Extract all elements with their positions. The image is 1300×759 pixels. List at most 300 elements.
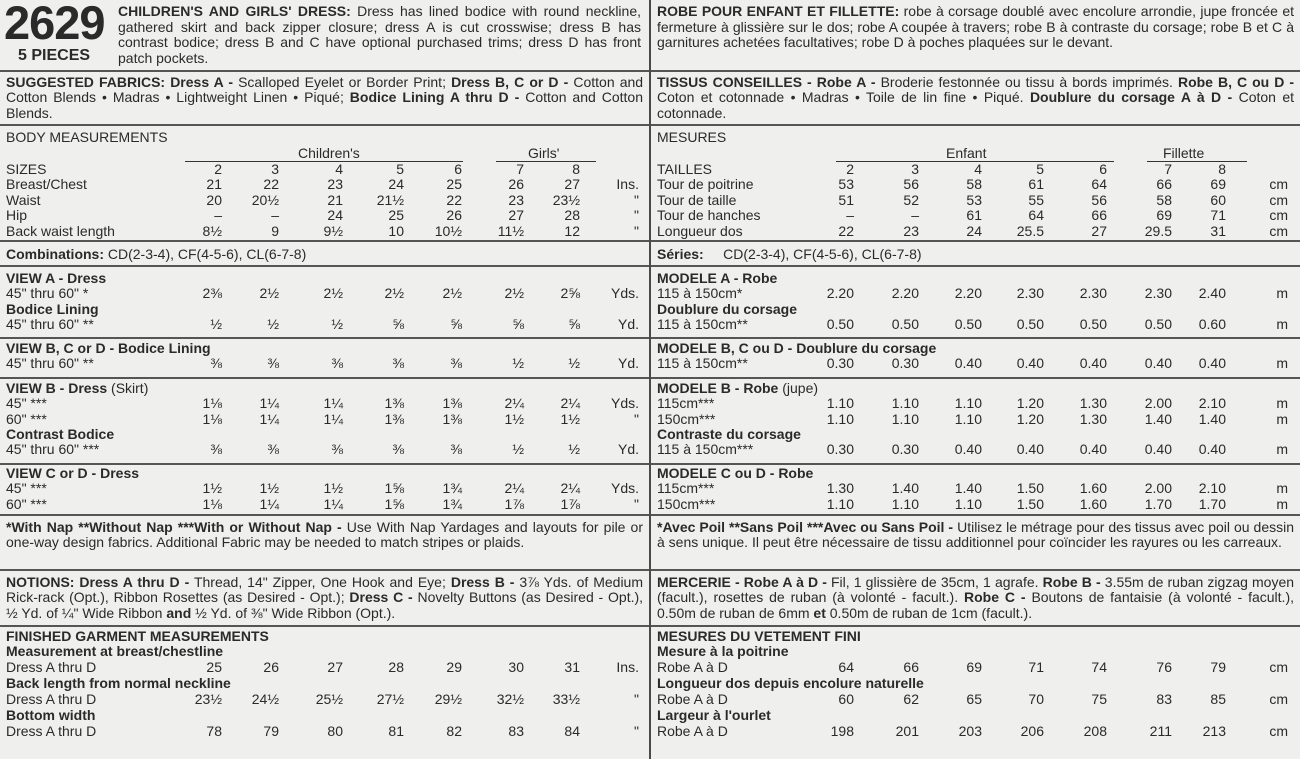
- measurement-unit: cm: [1269, 207, 1288, 223]
- yardage-value: ½: [512, 441, 524, 457]
- yardage-value: 1⅞: [560, 495, 580, 512]
- girls-group-label: Girls': [528, 145, 560, 161]
- yardage-unit: m: [1276, 395, 1288, 411]
- notions-text-fr: [657, 575, 1294, 621]
- measurement-value: 52: [903, 191, 919, 208]
- fabrics-label-fr: TISSUS CONSEILLES -: [657, 74, 812, 90]
- measurement-value: 25.5: [1016, 222, 1044, 239]
- finished-value: 82: [446, 722, 462, 739]
- size-value: 8: [572, 161, 580, 177]
- yardage-value: 2.20: [954, 285, 982, 301]
- yardage-label: 115cm***: [657, 395, 715, 411]
- yardage-label: 45" thru 60" **: [6, 316, 94, 332]
- yardage-value: 2½: [504, 285, 524, 301]
- yardage-value: ⅜: [450, 441, 462, 457]
- yardage-value: 1.10: [954, 495, 982, 512]
- size-value: 4: [335, 161, 343, 177]
- nap-section-fr: [651, 516, 1300, 571]
- notions-b-text-fr: 3.55m de ruban zigzag moyen (facult.), rosettes de ruban (à volonté - facult.).: [657, 574, 1295, 606]
- yardage-value: 0.40: [1198, 441, 1226, 457]
- yardage-value: 1.70: [1144, 495, 1172, 512]
- children-group-label: Children's: [298, 145, 360, 161]
- nap-description: Use With Nap Yardages and layouts for pile or one-way design fabrics. Additional Fabric may be needed to match stripes or plaids.: [6, 519, 644, 551]
- yardage-value: 2½: [323, 285, 343, 301]
- yardage-label: 60" ***: [6, 410, 47, 427]
- yardage-label: 150cm***: [657, 410, 716, 427]
- yardage-value: 2.20: [826, 285, 854, 301]
- notions-label: NOTIONS:: [6, 574, 75, 590]
- yardage-value: 1½: [323, 480, 343, 496]
- size-value: 5: [396, 161, 404, 177]
- combinations-text: [6, 247, 306, 262]
- sizes-label: SIZES: [6, 161, 47, 177]
- finished-label: Robe A à D: [657, 658, 728, 675]
- yardage-value: 1⅝: [384, 480, 404, 496]
- view-b-title: VIEW B - Dress: [6, 380, 108, 396]
- fabrics-label: SUGGESTED FABRICS:: [6, 74, 166, 90]
- measurement-label: Longueur dos: [657, 222, 743, 239]
- measurement-value: 31: [1210, 222, 1226, 239]
- measurement-value: 64: [1028, 207, 1044, 223]
- yardage-value: 2½: [259, 285, 279, 301]
- fabrics-a-text: Scalloped Eyelet or Border Print;: [238, 74, 446, 90]
- finished-value: 28: [388, 658, 404, 675]
- measurement-label: Hip: [6, 207, 28, 223]
- combinations-section: [0, 242, 649, 267]
- yardage-value: 1½: [202, 480, 222, 496]
- measurement-value: 9½: [323, 222, 343, 239]
- notions-c-text: Novelty Buttons (as Desired - Opt.), ½ Yd. of ¼" Wide Ribbon: [6, 589, 644, 621]
- yardage-value: ⅜: [267, 355, 279, 371]
- finished-value: 29: [446, 658, 462, 675]
- yardage-value: ⅝: [450, 316, 462, 332]
- measurement-value: 66: [1091, 207, 1107, 223]
- finished-heading: FINISHED GARMENT MEASUREMENTS: [6, 628, 269, 644]
- yardage-value: 1.50: [1016, 480, 1044, 496]
- finished-label: Robe A à D: [657, 722, 728, 739]
- measurement-value: 66: [1156, 176, 1172, 192]
- finished-label: Robe A à D: [657, 690, 728, 707]
- finished-value: 25½: [315, 690, 343, 707]
- yardage-value: 1¼: [323, 395, 343, 411]
- fabrics-lining-text: Cotton and Cotton Blends.: [6, 89, 643, 121]
- finished-heading-fr: MESURES DU VETEMENT FINI: [657, 628, 861, 644]
- yardage-value: 1.10: [826, 410, 854, 427]
- measurement-value: 24: [388, 176, 404, 192]
- yardage-value: 1.60: [1079, 495, 1107, 512]
- finished-value: 25: [206, 658, 222, 675]
- finished-value: 71: [1028, 658, 1044, 675]
- yardage-value: 2⅜: [202, 285, 222, 301]
- view-b-section-fr: [651, 379, 1300, 465]
- yardage-value: 0.40: [1016, 355, 1044, 371]
- measurement-unit: cm: [1269, 176, 1288, 192]
- nap-description-fr: Utilisez le métrage pour des tissus avec poil ou dessin à sens unique. Il peut être nécessaire de tissu additionnel pour coïncider les rayures ou les carreaux.: [657, 519, 1295, 551]
- measurement-value: 23: [508, 191, 524, 208]
- yardage-value: 1⅜: [384, 410, 404, 427]
- finished-value: 69: [966, 658, 982, 675]
- combinations-value: CD(2-3-4), CF(4-5-6), CL(6-7-8): [107, 246, 307, 262]
- finished-value: 213: [1202, 722, 1226, 739]
- finished-value: 64: [838, 658, 854, 675]
- yardage-value: 0.50: [1144, 316, 1172, 332]
- body-measurements-heading: BODY MEASUREMENTS: [6, 129, 168, 145]
- pattern-number: 2629: [4, 0, 105, 49]
- nap-text: [6, 520, 643, 551]
- yardage-value: ½: [568, 441, 580, 457]
- view-a-title: VIEW A - Dress: [6, 270, 107, 286]
- view-a-subtitle-fr: Doublure du corsage: [657, 301, 798, 317]
- fabrics-lining-label: Bodice Lining A thru D -: [349, 89, 520, 106]
- yardage-value: 2.30: [1016, 285, 1044, 301]
- yardage-value: 0.30: [891, 441, 919, 457]
- fabrics-bcd-text: Cotton and Cotton Blends • Madras • Lightweight Linen • Piqué;: [6, 74, 644, 106]
- children-group-label-fr: Enfant: [946, 145, 987, 161]
- yardage-value: 2.30: [1079, 285, 1107, 301]
- size-value: 5: [1036, 161, 1044, 177]
- notions-and-fr: et: [813, 604, 826, 621]
- yardage-value: 1⅜: [384, 395, 404, 411]
- measurement-value: 12: [564, 222, 580, 239]
- yardage-value: 0.40: [954, 355, 982, 371]
- yardage-value: ½: [210, 316, 222, 332]
- yardage-value: 1.10: [891, 495, 919, 512]
- finished-value: 206: [1020, 722, 1044, 739]
- yardage-value: 2.10: [1198, 480, 1226, 496]
- measurement-value: 21: [206, 176, 222, 192]
- finished-value: 26: [263, 658, 279, 675]
- title-block: [118, 4, 641, 66]
- finished-value: 201: [895, 722, 919, 739]
- notions-and: and: [166, 604, 192, 621]
- measurement-value: –: [271, 207, 279, 223]
- measurement-unit: ": [634, 222, 639, 239]
- size-value: 2: [214, 161, 222, 177]
- title-block-fr: [657, 4, 1294, 51]
- measurement-value: 58: [1156, 191, 1172, 208]
- yardage-value: 1.10: [891, 410, 919, 427]
- measurement-label: Tour de poitrine: [657, 176, 754, 192]
- measurement-value: 10½: [434, 222, 462, 239]
- yardage-value: 2¼: [504, 480, 524, 496]
- yardage-value: 1.60: [1079, 480, 1107, 496]
- yardage-value: ½: [331, 316, 343, 332]
- size-value: 3: [911, 161, 919, 177]
- nap-text-fr: [657, 520, 1294, 551]
- size-value: 2: [846, 161, 854, 177]
- yardage-label: 45" thru 60" *: [6, 285, 89, 301]
- measurement-value: 10: [388, 222, 404, 239]
- finished-value: 208: [1083, 722, 1107, 739]
- finished-value: 83: [1156, 690, 1172, 707]
- finished-value: 27½: [376, 690, 404, 707]
- notions-c-text2-fr: 0.50m de ruban de 1cm (facult.).: [829, 604, 1033, 621]
- notions-a-text-fr: Fil, 1 glissière de 35cm, 1 agrafe.: [831, 574, 1039, 590]
- yardage-label: 150cm***: [657, 495, 716, 512]
- yardage-label: 45" ***: [6, 480, 47, 496]
- measurement-value: 58: [966, 176, 982, 192]
- yardage-label: 45" ***: [6, 395, 47, 411]
- finished-label: Dress A thru D: [6, 722, 97, 739]
- view-a-section-fr: [651, 267, 1300, 339]
- yardage-unit: Yd.: [617, 441, 639, 457]
- view-b-section: [0, 379, 649, 465]
- notions-section: [0, 571, 649, 627]
- view-cd-title: VIEW C or D - Dress: [6, 465, 140, 481]
- finished-group-title: Longueur dos depuis encolure naturelle: [657, 675, 924, 691]
- yardage-unit: Yds.: [610, 480, 639, 496]
- measurement-value: –: [846, 207, 854, 223]
- yardage-label: 115 à 150cm***: [657, 441, 754, 457]
- yardage-value: 0.40: [1198, 355, 1226, 371]
- size-value: 6: [1099, 161, 1107, 177]
- fabrics-a-text-fr: Broderie festonnée ou tissu à bords imprimés.: [880, 74, 1173, 90]
- yardage-value: 1¼: [323, 410, 343, 427]
- french-column: [651, 0, 1300, 759]
- measurement-value: 56: [903, 176, 919, 192]
- yardage-unit: Yd.: [617, 355, 639, 371]
- finished-unit: cm: [1269, 722, 1288, 739]
- view-a-section: [0, 267, 649, 339]
- finished-group-title: Measurement at breast/chestline: [6, 643, 224, 659]
- measurement-unit: ": [634, 207, 639, 223]
- finished-value: 76: [1156, 658, 1172, 675]
- measurement-value: 21½: [376, 191, 404, 208]
- yardage-value: 2.10: [1198, 395, 1226, 411]
- finished-value: 80: [327, 722, 343, 739]
- yardage-value: 1¼: [259, 495, 279, 512]
- yardage-value: 0.30: [891, 355, 919, 371]
- measurement-value: 20: [206, 191, 222, 208]
- view-b-subtitle: Contrast Bodice: [6, 426, 115, 442]
- finished-label: Dress A thru D: [6, 658, 97, 675]
- yardage-unit: m: [1276, 316, 1288, 332]
- dress-description: Dress has lined bodice with round neckline, gathered skirt and back zipper closure; dress A is cut crosswise; dress B has contrast bodice; dress B and C have optional purchased trims; dress D has front patch pockets.: [118, 3, 642, 66]
- yardage-value: 1.20: [1016, 410, 1044, 427]
- yardage-value: 2.00: [1144, 480, 1172, 496]
- body-measurements-section-fr: [651, 126, 1300, 242]
- yardage-value: ⅜: [392, 441, 404, 457]
- measurement-label: Back waist length: [6, 222, 115, 239]
- yardage-value: 1.40: [891, 480, 919, 496]
- yardage-value: ⅜: [450, 355, 462, 371]
- nap-section: [0, 516, 649, 571]
- body-measurements-section: [0, 126, 649, 242]
- yardage-value: 1⅜: [442, 395, 462, 411]
- finished-value: 211: [1149, 722, 1172, 739]
- yardage-label: 45" thru 60" **: [6, 355, 94, 371]
- view-bcd-section: [0, 339, 649, 379]
- finished-value: 81: [388, 722, 404, 739]
- yardage-value: 0.40: [1079, 441, 1107, 457]
- dress-title-fr: ROBE POUR ENFANT ET FILLETTE:: [657, 3, 900, 19]
- header-section: [0, 0, 649, 72]
- yardage-value: 1.20: [1016, 395, 1044, 411]
- finished-value: 27: [327, 658, 343, 675]
- yardage-value: 0.50: [1079, 316, 1107, 332]
- size-value: 4: [974, 161, 982, 177]
- measurement-label: Breast/Chest: [6, 176, 87, 192]
- view-b-title-line: [6, 381, 148, 396]
- measurement-value: 60: [1210, 191, 1226, 208]
- notions-label-fr: MERCERIE -: [657, 574, 740, 590]
- view-b-title-fr: MODELE B - Robe: [657, 380, 779, 396]
- finished-unit: cm: [1269, 658, 1288, 675]
- yardage-value: ½: [512, 355, 524, 371]
- sizes-label-fr: TAILLES: [657, 161, 712, 177]
- yardage-value: 2⅝: [560, 285, 580, 301]
- yardage-value: 1.70: [1198, 495, 1226, 512]
- yardage-value: 1⅛: [202, 410, 222, 427]
- measurement-value: 27: [508, 207, 524, 223]
- yardage-label: 45" thru 60" ***: [6, 441, 100, 457]
- finished-unit: cm: [1269, 690, 1288, 707]
- yardage-value: 2.30: [1144, 285, 1172, 301]
- yardage-value: 2.20: [891, 285, 919, 301]
- yardage-value: 1.40: [1198, 410, 1226, 427]
- fabrics-a-label: Dress A -: [170, 74, 233, 90]
- yardage-value: ⅜: [331, 355, 343, 371]
- measurement-value: –: [911, 207, 919, 223]
- measurement-value: 27: [1091, 222, 1107, 239]
- finished-value: 75: [1091, 690, 1107, 707]
- view-bcd-title-fr: MODELE B, C ou D - Doublure du corsage: [657, 340, 937, 356]
- measurement-value: 22: [446, 191, 462, 208]
- measurement-value: 20½: [251, 191, 279, 208]
- yardage-value: ⅜: [331, 441, 343, 457]
- yardage-value: 1¼: [259, 410, 279, 427]
- yardage-value: 1.30: [1079, 395, 1107, 411]
- finished-value: 83: [508, 722, 524, 739]
- measurement-value: 26: [508, 176, 524, 192]
- measurement-value: 61: [1028, 176, 1044, 192]
- yardage-unit: ": [634, 410, 639, 427]
- fabrics-lining-text-fr: Coton et cotonnade.: [657, 89, 1295, 121]
- notions-b-label-fr: Robe B -: [1042, 574, 1101, 590]
- yardage-value: 1½: [504, 410, 524, 427]
- fabrics-lining-label-fr: Doublure du corsage A à D -: [1029, 89, 1233, 106]
- dress-title: CHILDREN'S AND GIRLS' DRESS:: [118, 3, 351, 19]
- yardage-value: ⅜: [210, 355, 222, 371]
- yardage-value: 2¼: [504, 395, 524, 411]
- yardage-value: 0.30: [826, 441, 854, 457]
- measurement-label: Tour de hanches: [657, 207, 761, 223]
- finished-value: 23½: [194, 690, 222, 707]
- yardage-value: 0.30: [826, 355, 854, 371]
- finished-section: [0, 627, 649, 759]
- girls-group-label-fr: Fillette: [1163, 145, 1205, 161]
- yardage-unit: m: [1276, 495, 1288, 512]
- notions-b-label: Dress B -: [450, 574, 515, 590]
- fabrics-text-fr: [657, 75, 1294, 121]
- measurement-value: 22: [838, 222, 854, 239]
- fabrics-bcd-label-fr: Robe B, C ou D -: [1177, 74, 1295, 90]
- measurement-unit: Ins.: [616, 176, 639, 192]
- measurement-value: 21: [327, 191, 343, 208]
- yardage-value: 1⅞: [504, 495, 524, 512]
- combinations-text-fr: [657, 247, 922, 262]
- measurement-value: 28: [564, 207, 580, 223]
- measurement-value: 25: [446, 176, 462, 192]
- yardage-value: 1.30: [1079, 410, 1107, 427]
- yardage-value: 1⅜: [442, 410, 462, 427]
- finished-value: 85: [1210, 690, 1226, 707]
- finished-value: 79: [263, 722, 279, 739]
- measurement-value: 24: [327, 207, 343, 223]
- measurement-unit: ": [634, 191, 639, 208]
- finished-group-title: Mesure à la poitrine: [657, 643, 789, 659]
- finished-value: 78: [206, 722, 222, 739]
- view-b-title-extra: (Skirt): [111, 380, 149, 396]
- view-a-subtitle: Bodice Lining: [6, 301, 99, 317]
- yardage-value: 1.50: [1016, 495, 1044, 512]
- yardage-value: ⅝: [568, 316, 580, 332]
- measurement-value: 69: [1210, 176, 1226, 192]
- size-value: 6: [454, 161, 462, 177]
- measurement-value: 27: [564, 176, 580, 192]
- combinations-section-fr: [651, 242, 1300, 267]
- notions-text: [6, 575, 643, 621]
- yardage-value: 1½: [259, 480, 279, 496]
- finished-group-title: Back length from normal neckline: [6, 675, 231, 691]
- measurement-value: 71: [1210, 207, 1226, 223]
- yardage-label: 115cm***: [657, 480, 715, 496]
- fabrics-a-label-fr: Robe A -: [816, 74, 876, 90]
- english-column: [0, 0, 649, 759]
- finished-value: 31: [564, 658, 580, 675]
- measurement-value: 64: [1091, 176, 1107, 192]
- yardage-value: 1.30: [826, 480, 854, 496]
- yardage-value: 0.40: [1079, 355, 1107, 371]
- measurement-value: 8½: [202, 222, 222, 239]
- size-value: 7: [1164, 161, 1172, 177]
- pieces-count: 5 PIECES: [18, 47, 91, 64]
- size-value: 8: [1218, 161, 1226, 177]
- measurement-unit: cm: [1269, 222, 1288, 239]
- yardage-label: 115 à 150cm**: [657, 355, 748, 371]
- view-bcd-section-fr: [651, 339, 1300, 379]
- yardage-value: 1¾: [442, 495, 462, 512]
- finished-value: 74: [1091, 658, 1107, 675]
- yardage-value: 1.10: [891, 395, 919, 411]
- finished-value: 66: [903, 658, 919, 675]
- fabrics-bcd-label: Dress B, C or D -: [451, 74, 569, 90]
- measurement-value: 22: [263, 176, 279, 192]
- yardage-value: 1½: [560, 410, 580, 427]
- yardage-value: 1.10: [954, 395, 982, 411]
- yardage-value: 0.50: [1016, 316, 1044, 332]
- measurement-value: 61: [966, 207, 982, 223]
- size-value: 3: [271, 161, 279, 177]
- yardage-unit: m: [1276, 285, 1288, 301]
- yardage-unit: Yds.: [610, 285, 639, 301]
- fabrics-bcd-text-fr: Coton et cotonnade • Madras • Toile de lin fine • Piqué.: [657, 89, 1024, 106]
- yardage-value: 2.40: [1198, 285, 1226, 301]
- yardage-value: 0.40: [954, 441, 982, 457]
- measurement-value: 23½: [552, 191, 580, 208]
- yardage-value: 0.50: [826, 316, 854, 332]
- measurement-value: 69: [1156, 207, 1172, 223]
- yardage-value: ½: [267, 316, 279, 332]
- body-measurements-heading-fr: MESURES: [657, 129, 727, 145]
- notions-c-label: Dress C -: [349, 589, 413, 606]
- view-cd-title-fr: MODELE C ou D - Robe: [657, 465, 814, 481]
- measurement-value: 23: [903, 222, 919, 239]
- yardage-value: 1⅝: [384, 495, 404, 512]
- finished-value: 203: [958, 722, 982, 739]
- yardage-value: 1.40: [954, 480, 982, 496]
- measurement-value: 53: [838, 176, 854, 192]
